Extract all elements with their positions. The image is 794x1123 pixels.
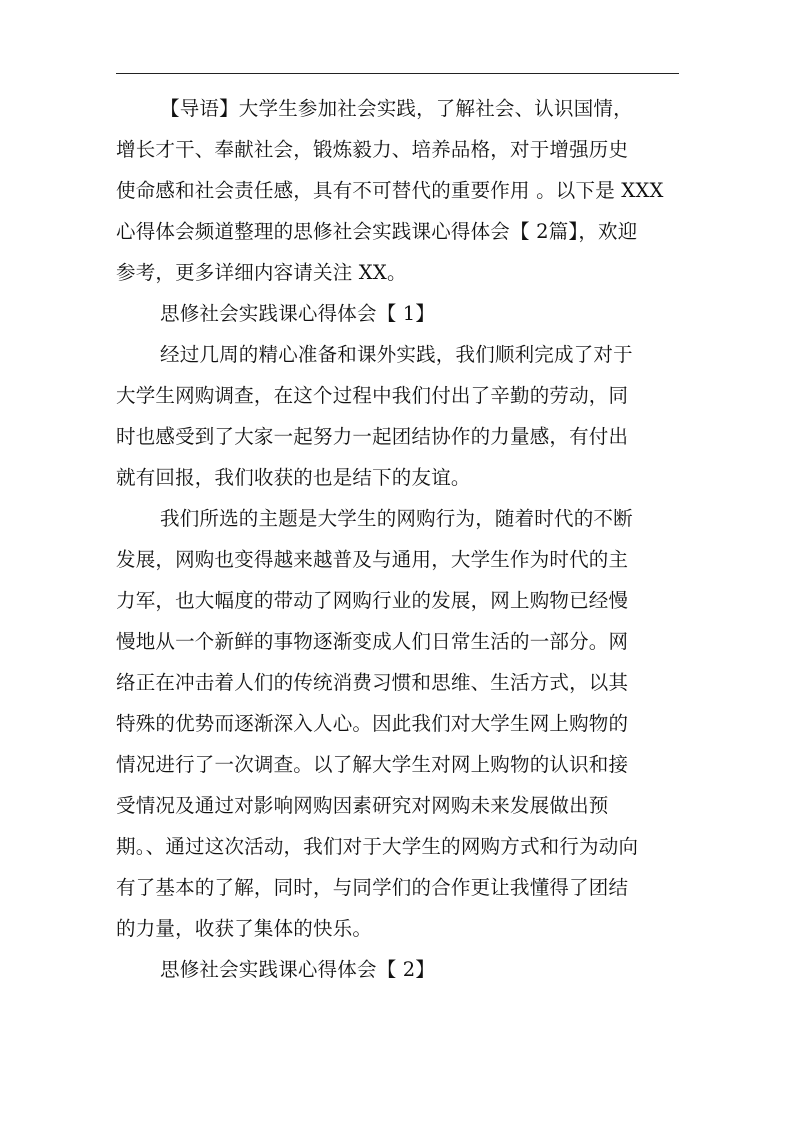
intro-line: 【导语】大学生参加社会实践，了解社会、认识国情， <box>160 97 633 120</box>
section-title: 思修社会实践课心得体会【 1】 <box>160 302 436 325</box>
paragraph-line: 特殊的优势而逐渐深入人心。因此我们对大学生网上购物的 <box>116 712 629 735</box>
paragraph-line: 的力量，收获了集体的快乐。 <box>116 917 373 940</box>
intro-line: 参考，更多详细内容请关注 XX。 <box>116 261 407 284</box>
paragraph-line: 大学生网购调查，在这个过程中我们付出了辛勤的劳动，同 <box>116 384 629 407</box>
paragraph-line: 有了基本的了解，同时，与同学们的合作更让我懂得了团结 <box>116 876 629 899</box>
paragraph-line: 期。、通过这次活动，我们对于大学生的网购方式和行为动向 <box>116 835 639 858</box>
header-divider <box>116 73 679 74</box>
paragraph-line: 就有回报，我们收获的也是结下的友谊。 <box>116 466 471 489</box>
intro-line: 使命感和社会责任感，具有不可替代的重要作用 。以下是 XXX <box>116 179 664 202</box>
paragraph-line: 慢地从一个新鲜的事物逐渐变成人们日常生活的一部分。网 <box>116 630 629 653</box>
paragraph-line: 发展，网购也变得越来越普及与通用，大学生作为时代的主 <box>116 548 629 571</box>
intro-line: 增长才干、奉献社会，锻炼毅力、培养品格，对于增强历史 <box>116 138 629 161</box>
paragraph-line: 我们所选的主题是大学生的网购行为，随着时代的不断 <box>160 507 633 530</box>
section-title: 思修社会实践课心得体会【 2】 <box>160 958 436 981</box>
paragraph-line: 时也感受到了大家一起努力一起团结协作的力量感，有付出 <box>116 425 629 448</box>
paragraph-line: 力军，也大幅度的带动了网购行业的发展，网上购物已经慢 <box>116 589 629 612</box>
paragraph-line: 受情况及通过对影响网购因素研究对网购未来发展做出预 <box>116 794 609 817</box>
document-body <box>116 88 676 990</box>
paragraph-line: 络正在冲击着人们的传统消费习惯和思维、生活方式，以其 <box>116 671 629 694</box>
paragraph-line: 经过几周的精心准备和课外实践，我们顺利完成了对于 <box>160 343 633 366</box>
intro-line: 心得体会频道整理的思修社会实践课心得体会【 2篇】，欢迎 <box>116 220 638 243</box>
paragraph-line: 情况进行了一次调查。以了解大学生对网上购物的认识和接 <box>116 753 629 776</box>
